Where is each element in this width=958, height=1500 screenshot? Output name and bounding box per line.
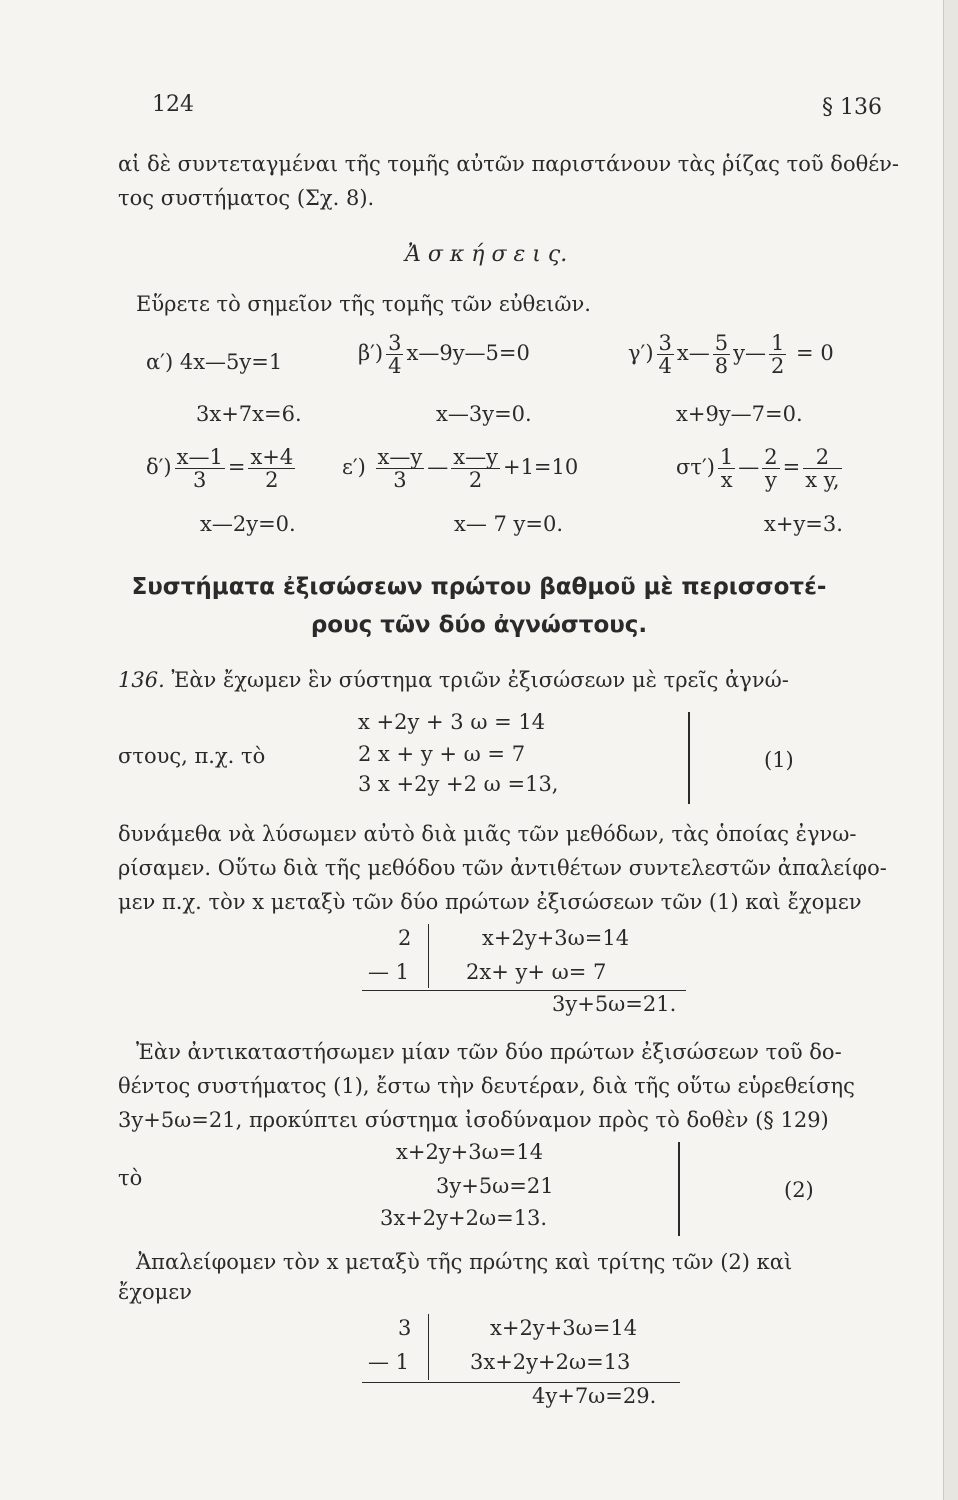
exercise-f: στ′) $\frac{1}{x}$ — $\frac{2}{y}$ = $\frac{2}{\text{x y,}}$ — [676, 445, 840, 493]
elim1-eq1: x+2y+3ω=14 — [482, 926, 630, 950]
page-number: 124 — [152, 92, 194, 117]
elim2-eq2: 3x+2y+2ω=13 — [470, 1350, 631, 1374]
elim1-eq2: 2x+ y+ ω= 7 — [466, 960, 607, 984]
system1-eq2: 2 x + y + ω = 7 — [358, 742, 526, 766]
system1-brace — [688, 712, 690, 804]
elim2-result: 4y+7ω=29. — [532, 1384, 657, 1408]
elim1-result: 3y+5ω=21. — [552, 992, 677, 1016]
system2-eq1: x+2y+3ω=14 — [396, 1140, 544, 1164]
elim1-multiplier-2: — 1 — [368, 960, 410, 984]
exercises-title: Ἀ σ κ ή σ ε ι ς. — [405, 242, 568, 267]
intro-line-2: τος συστήματος (Σχ. 8). — [118, 186, 375, 210]
exercise-b-eq2: x—3y=0. — [436, 402, 532, 426]
intro-line-1: αἱ δὲ συντεταγμέναι τῆς τομῆς αὐτῶν παριστάνουν τὰς ῥίζας τοῦ δοθέν- — [118, 152, 899, 176]
system2-eq2: 3y+5ω=21 — [436, 1174, 554, 1198]
para-136-prefix: στους, π.χ. τὸ — [118, 744, 266, 768]
para-2-line-2: θέντος συστήματος (1), ἔστω τὴν δευτέραν, διὰ τῆς οὕτω εὑρεθείσης — [118, 1074, 855, 1098]
para-136-line-1: 136. Ἐὰν ἔχωμεν ἓν σύστημα τριῶν ἐξισώσεων μὲ τρεῖς ἀγνώ- — [118, 668, 789, 692]
elim1-rule — [362, 990, 686, 991]
para-2-prefix: τὸ — [118, 1166, 143, 1190]
para-3-line-2: ἔχομεν — [118, 1280, 192, 1304]
book-spine-edge — [943, 0, 958, 1500]
section-heading-line-2: ρους τῶν δύο ἀγνώστους. — [310, 612, 648, 638]
exercise-a-eq2: 3x+7x=6. — [196, 402, 302, 426]
system2-eq3: 3x+2y+2ω=13. — [380, 1206, 548, 1230]
elim2-eq1: x+2y+3ω=14 — [490, 1316, 638, 1340]
para-2-line-1: Ἐὰν ἀντικαταστήσωμεν μίαν τῶν δύο πρώτων ἐξισώσεων τοῦ δο- — [136, 1040, 842, 1064]
para-136-line-5: μεν π.χ. τὸν x μεταξὺ τῶν δύο πρώτων ἐξισώσεων τῶν (1) καὶ ἔχομεν — [118, 890, 862, 914]
elim1-multiplier-1: 2 — [398, 926, 412, 950]
para-2-line-3: 3y+5ω=21, προκύπτει σύστημα ἰσοδύναμον πρὸς τὸ δοθὲν (§ 129) — [118, 1108, 829, 1132]
exercise-f-eq2: x+y=3. — [764, 512, 843, 536]
elim2-divider — [428, 1314, 429, 1380]
elim2-multiplier-1: 3 — [398, 1316, 412, 1340]
exercise-b: β′) $\frac{3}{4}$ x—9y—5=0 — [358, 331, 530, 379]
exercise-d-eq2: x—2y=0. — [200, 512, 296, 536]
para-136-line-3: δυνάμεθα νὰ λύσωμεν αὐτὸ διὰ μιᾶς τῶν μεθόδων, τὰς ὁποίας ἐγνω- — [118, 822, 857, 846]
exercise-a: α′) 4x—5y=1 — [146, 350, 283, 374]
exercise-e-eq2: x— 7 y=0. — [454, 512, 564, 536]
exercises-prompt: Εὕρετε τὸ σημεῖον τῆς τομῆς τῶν εὐθειῶν. — [136, 292, 591, 316]
elim2-rule — [362, 1382, 680, 1383]
para-3-line-1: Ἀπαλείφομεν τὸν x μεταξὺ τῆς πρώτης καὶ τρίτης τῶν (2) καὶ — [136, 1250, 793, 1274]
system1-label: (1) — [764, 748, 794, 772]
system1-eq1: x +2y + 3 ω = 14 — [358, 710, 546, 734]
system2-brace — [678, 1142, 680, 1236]
elim2-multiplier-2: — 1 — [368, 1350, 410, 1374]
section-heading-line-1: Συστήματα ἐξισώσεων πρώτου βαθμοῦ μὲ περισσοτέ- — [131, 574, 827, 600]
para-number: 136. — [118, 668, 165, 692]
para-136-line-4: ρίσαμεν. Οὕτω διὰ τῆς μεθόδου τῶν ἀντιθέτων συντελεστῶν ἀπαλείφο- — [118, 856, 887, 880]
system2-label: (2) — [784, 1178, 814, 1202]
elim1-divider — [428, 924, 429, 988]
section-number: § 136 — [822, 95, 882, 120]
system1-eq3: 3 x +2y +2 ω =13, — [358, 772, 559, 796]
exercise-e: ε′) $\frac{x—y}{3}$ — $\frac{x—y}{2}$ +1=10 — [342, 445, 579, 493]
exercise-c: γ′) $\frac{3}{4}$ x— $\frac{5}{8}$ y— $\frac{1}{2}$ = 0 — [628, 331, 834, 379]
exercise-c-eq2: x+9y—7=0. — [676, 402, 803, 426]
exercise-d: δ′) $\frac{x—1}{3}$ = $\frac{x+4}{2}$ — [146, 445, 294, 493]
